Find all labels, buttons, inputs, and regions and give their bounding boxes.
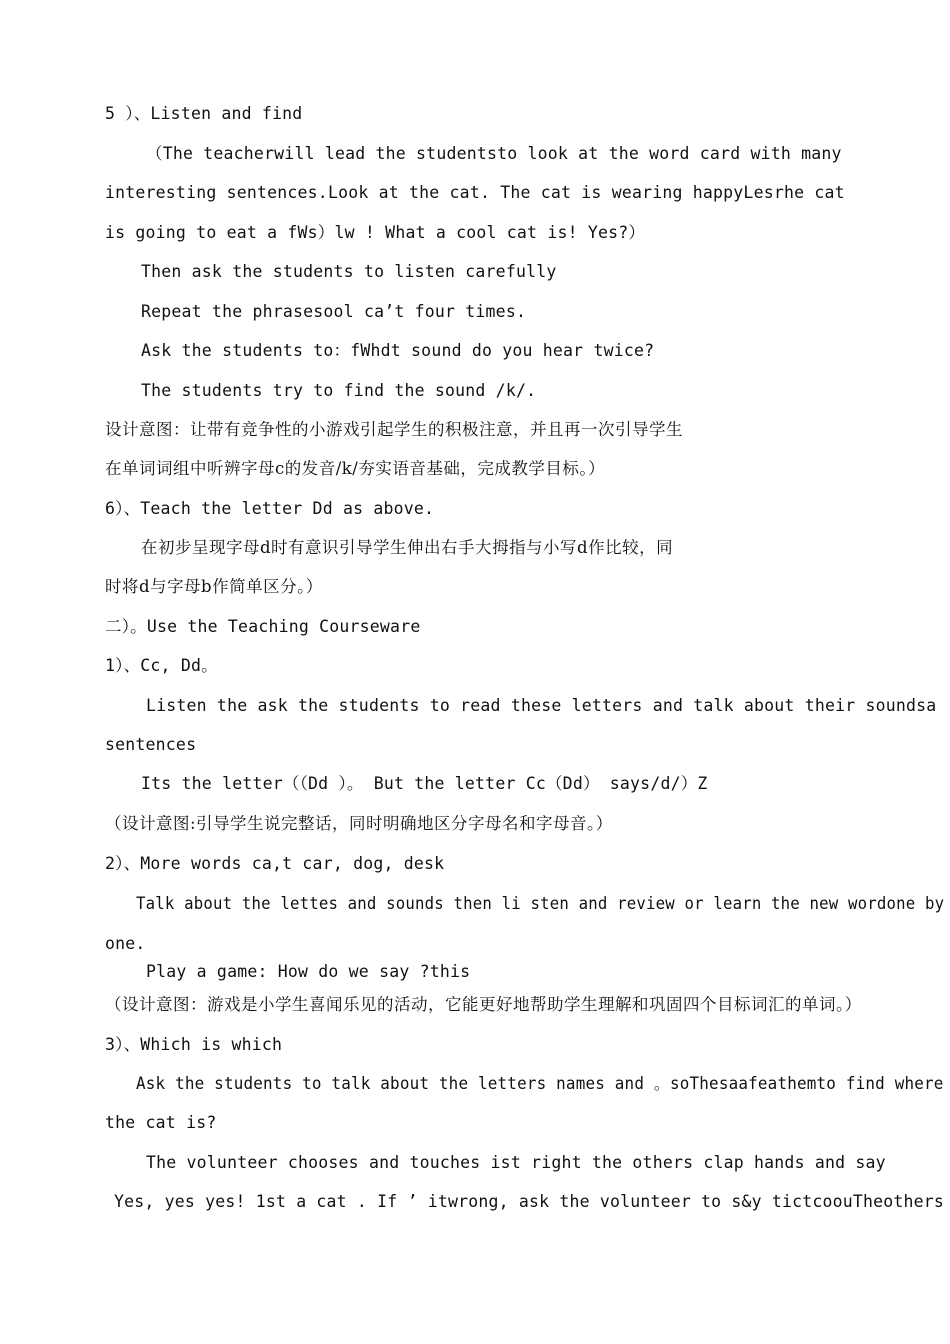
heading-listen-and-find: 5 ）、Listen and find <box>105 104 303 123</box>
paragraph-line: one. <box>105 934 146 953</box>
design-intent-line: 设计意图：让带有竞争性的小游戏引起学生的积极注意，并且再一次引导学生 <box>105 420 683 439</box>
heading-more-words: 2）、More words ca,t car, dog, desk <box>105 854 445 873</box>
paragraph-line: the cat is? <box>105 1113 217 1132</box>
paragraph-line: Then ask the students to listen carefully <box>141 262 557 281</box>
paragraph-line: Ask the students to talk about the letters names and 。soThesaafeathemto find where <box>136 1074 944 1093</box>
heading-cc-dd: 1）、Cc, Dd。 <box>105 656 218 675</box>
paragraph-line: interesting sentences.Look at the cat. The cat is wearing happyLesrhe cat <box>105 183 845 202</box>
paragraph-line: Ask the students to：fWhdt sound do you hear twice? <box>141 341 655 360</box>
heading-which-is-which: 3）、Which is which <box>105 1035 283 1054</box>
section-heading-courseware: 二）。Use the Teaching Courseware <box>105 617 421 636</box>
paragraph-line: （The teacherwill lead the studentsto look at the word card with many <box>146 144 842 163</box>
paragraph-line: 时将d与字母b作简单区分。） <box>105 577 323 596</box>
design-intent-line: （设计意图：游戏是小学生喜闻乐见的活动，它能更好地帮助学生理解和巩固四个目标词汇的单词。） <box>105 995 862 1014</box>
paragraph-line: Repeat the phrasesool ca’t four times. <box>141 302 527 321</box>
paragraph-line: Play a game: How do we say ?this <box>146 962 471 981</box>
paragraph-line: is going to eat a fWs）lw ! What a cool cat is! Yes?） <box>105 223 646 242</box>
design-intent-line: 在单词词组中听辨字母c的发音/k/夯实语音基础，完成教学目标。） <box>105 459 606 478</box>
paragraph-line: Yes, yes yes! 1st a cat . If ’ itwrong, ask the volunteer to s&y tictcoouTheothers <box>114 1192 944 1211</box>
heading-teach-letter-dd: 6）、Teach the letter Dd as above. <box>105 499 435 518</box>
paragraph-line: The volunteer chooses and touches ist right the others clap hands and say <box>146 1153 886 1172</box>
paragraph-line: sentences <box>105 735 197 754</box>
paragraph-line: Listen the ask the students to read these letters and talk about their soundsa <box>146 696 937 715</box>
paragraph-line: The students try to find the sound /k/. <box>141 381 537 400</box>
paragraph-line: Talk about the lettes and sounds then li sten and review or learn the new wordone by <box>136 894 945 913</box>
design-intent-line: （设计意图:引导学生说完整话，同时明确地区分字母名和字母音。） <box>105 814 613 833</box>
paragraph-line: 在初步呈现字母d时有意识引导学生伸出右手大拇指与小写d作比较，同 <box>141 538 674 557</box>
paragraph-line: Its the letter（（Dd ）。 But the letter Cc（Dd） says/d/）Z <box>141 774 708 793</box>
